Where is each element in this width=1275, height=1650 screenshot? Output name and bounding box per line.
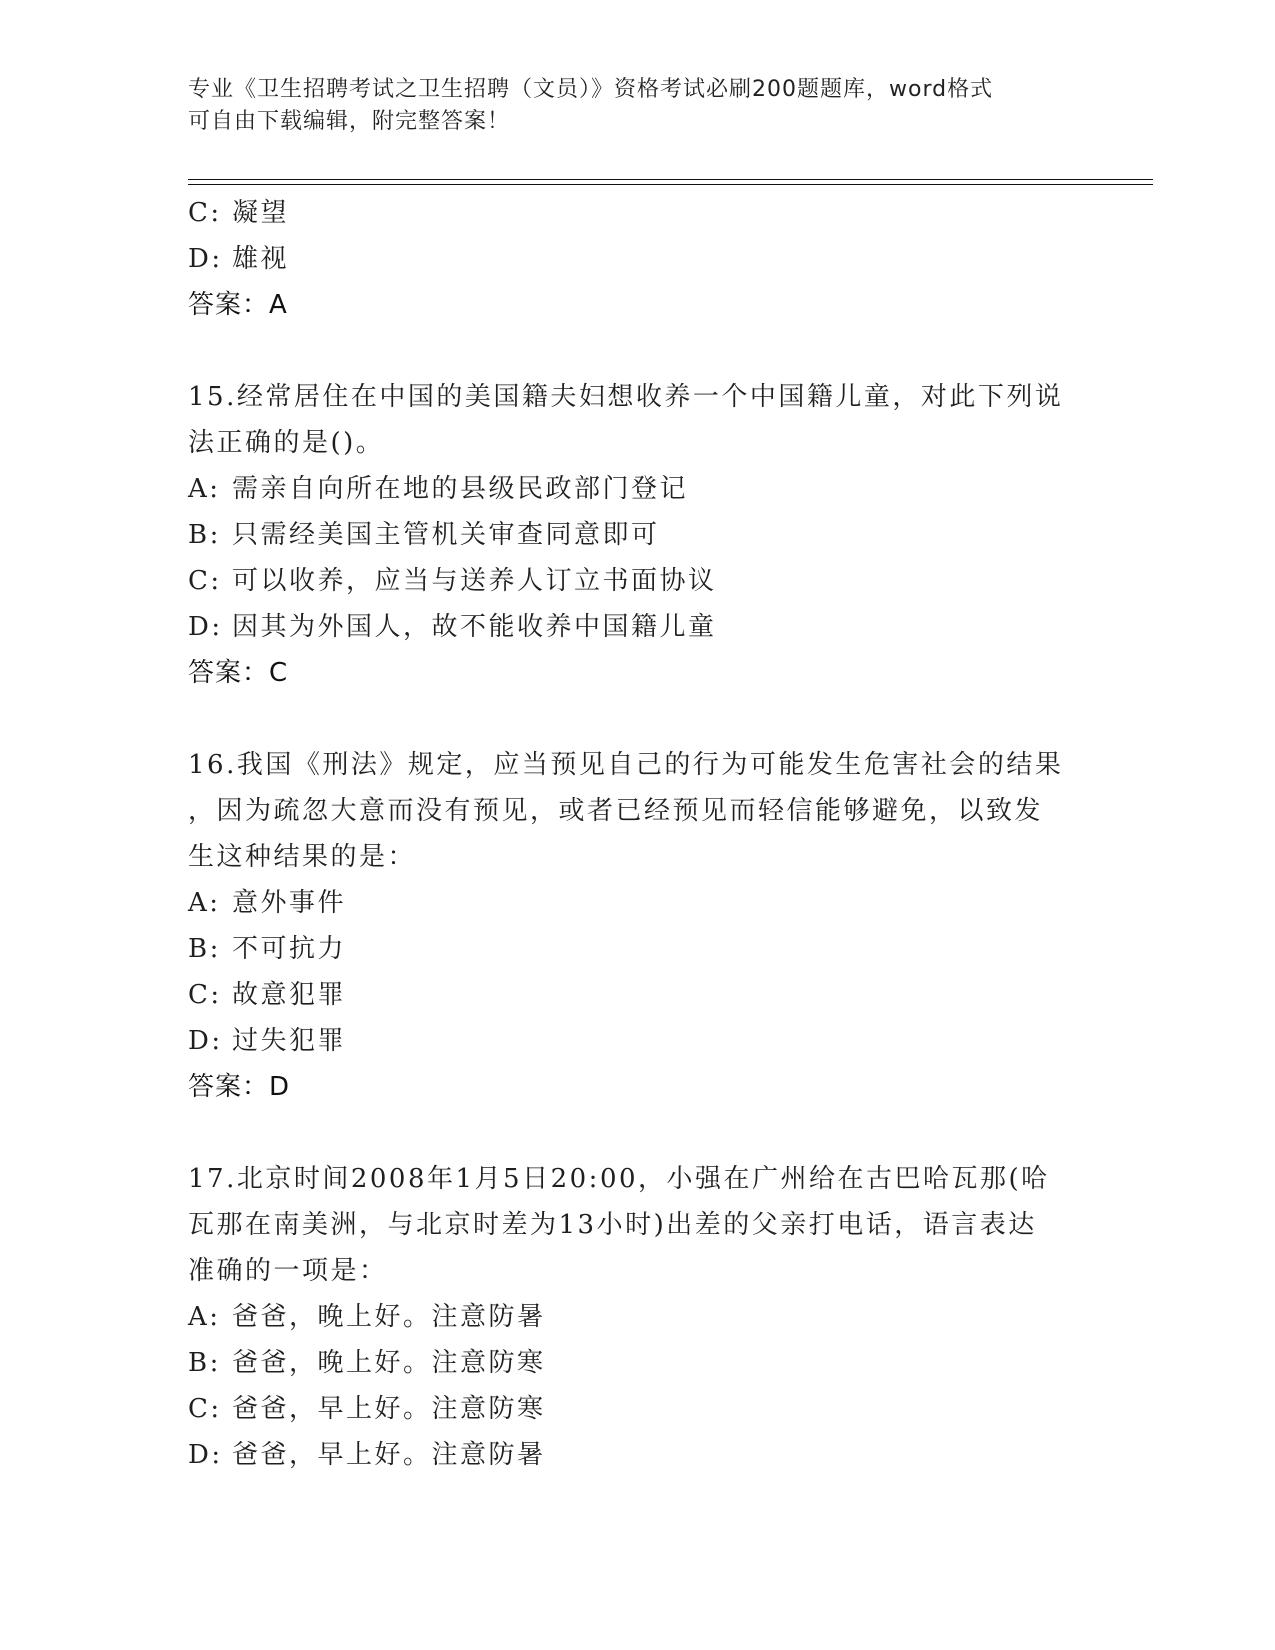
question-content	[188, 190, 1088, 1478]
option-text: 爸爸，早上好。注意防暑	[232, 1440, 546, 1470]
question-stem: 瓦那在南美洲，与北京时差为13小时)出差的父亲打电话，语言表达	[188, 1210, 1037, 1240]
option-letter: A:	[188, 888, 221, 918]
option-letter: C:	[188, 980, 222, 1010]
option-letter: A:	[188, 1302, 221, 1332]
option-text: 爸爸，早上好。注意防寒	[232, 1394, 546, 1424]
option-letter: C:	[188, 566, 222, 596]
option-b	[188, 926, 1088, 972]
option-a	[188, 880, 1088, 926]
option-letter: A:	[188, 474, 221, 504]
document-header	[188, 74, 1088, 138]
option-d	[188, 1018, 1088, 1064]
question-15-block	[188, 374, 1088, 696]
question-stem: 15.经常居住在中国的美国籍夫妇想收养一个中国籍儿童，对此下列说	[188, 382, 1064, 412]
option-text: 可以收养，应当与送养人订立书面协议	[232, 566, 717, 596]
question-17-block	[188, 1156, 1088, 1478]
option-c	[188, 190, 1088, 236]
question-stem: 生这种结果的是：	[188, 842, 417, 872]
option-text: 过失犯罪	[232, 1026, 347, 1056]
option-letter: D:	[188, 244, 223, 274]
option-a	[188, 466, 1088, 512]
option-letter: C:	[188, 1394, 222, 1424]
option-b	[188, 512, 1088, 558]
answer-line: 答案：D	[188, 1072, 291, 1102]
option-letter: C:	[188, 198, 222, 228]
option-text: 因其为外国人，故不能收养中国籍儿童	[232, 612, 717, 642]
option-c	[188, 558, 1088, 604]
question-stem: 16.我国《刑法》规定，应当预见自己的行为可能发生危害社会的结果	[188, 750, 1064, 780]
option-letter: B:	[188, 934, 221, 964]
option-letter: D:	[188, 612, 223, 642]
option-b	[188, 1340, 1088, 1386]
question-stem: 准确的一项是：	[188, 1256, 388, 1286]
header-divider-top	[188, 179, 1153, 180]
option-letter: D:	[188, 1026, 223, 1056]
option-d	[188, 604, 1088, 650]
option-d	[188, 236, 1088, 282]
option-c	[188, 972, 1088, 1018]
option-letter: D:	[188, 1440, 223, 1470]
option-text: 不可抗力	[232, 934, 347, 964]
option-text: 需亲自向所在地的县级民政部门登记	[232, 474, 689, 504]
option-a	[188, 1294, 1088, 1340]
option-text: 只需经美国主管机关审查同意即可	[232, 520, 660, 550]
option-text: 凝望	[232, 198, 290, 228]
option-letter: B:	[188, 1348, 221, 1378]
option-d	[188, 1432, 1088, 1478]
question-16-block	[188, 742, 1088, 1110]
answer-line: 答案：A	[188, 290, 288, 320]
option-c	[188, 1386, 1088, 1432]
header-divider-bottom	[188, 184, 1153, 185]
option-text: 爸爸，晚上好。注意防寒	[232, 1348, 546, 1378]
question-stem: ，因为疏忽大意而没有预见，或者已经预见而轻信能够避免，以致发	[188, 796, 1044, 826]
prev-question-block	[188, 190, 1088, 328]
option-letter: B:	[188, 520, 221, 550]
answer-line: 答案：C	[188, 658, 289, 688]
option-text: 故意犯罪	[232, 980, 347, 1010]
option-text: 意外事件	[232, 888, 347, 918]
header-line-2: 可自由下载编辑，附完整答案！	[188, 109, 511, 134]
header-line-1: 专业《卫生招聘考试之卫生招聘（文员）》资格考试必刷200题题库，word格式	[188, 77, 994, 102]
option-text: 爸爸，晚上好。注意防暑	[232, 1302, 546, 1332]
option-text: 雄视	[232, 244, 290, 274]
question-stem: 17.北京时间2008年1月5日20:00，小强在广州给在古巴哈瓦那(哈	[188, 1164, 1050, 1194]
question-stem: 法正确的是()。	[188, 428, 385, 458]
